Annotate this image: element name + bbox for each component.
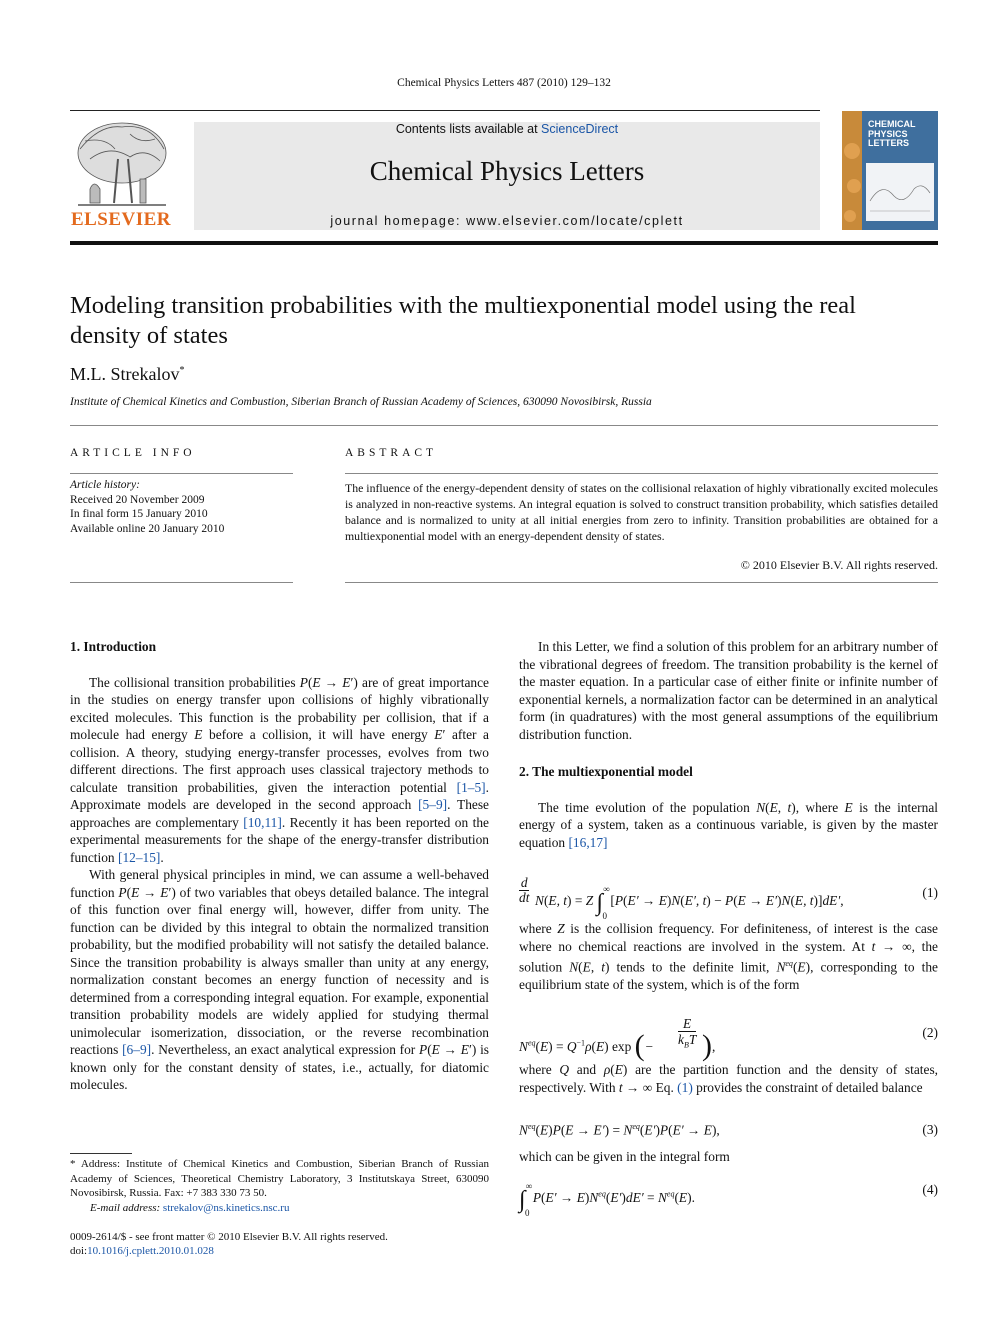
left-column (70, 638, 489, 1094)
equation-1: d dt N(E, t) = Z $\int^\infty_0$ [P(E′ → E)N(E′, t) − P(E → E′)N(E, t)]dE′, (1) (519, 875, 938, 921)
author-name: M.L. Strekalov (70, 364, 180, 384)
journal-reference: Chemical Physics Letters 487 (2010) 129–132 (397, 77, 611, 89)
article-history (70, 478, 224, 536)
doi-line: doi:10.1016/j.cplett.2010.01.028 (70, 1245, 214, 1257)
equation-4: $\int^\infty_0$ $P(E' \to E)N^{eq}(E')dE' = N^{eq}(E)$. (4) (519, 1180, 938, 1218)
journal-banner (194, 122, 820, 230)
citation-link[interactable]: [1–5] (456, 779, 486, 795)
title-rule (70, 425, 938, 426)
contents-prefix: Contents lists available at (395, 122, 542, 136)
info-rule-bottom (70, 582, 293, 583)
footnote-email-line: E-mail address: strekalov@ns.kinetics.nsc.ru (90, 1201, 290, 1214)
intro-paragraph-1: The collisional transition probabilities P(E → E′) are of great importance in the studies on energy transfer upon collisions of highly vibrationally excited molecules. This function is the probability per collision, that if a molecule had energy E before a collision, it will have energy E′ after a collision. A theory, studying energy-transfer processes, evolves from two different directions. The first approach uses classical trajectory methods to calculate transition probabilities, given the interaction potential [1–5]. Approximate models are developed in the second approach [5–9]. These approaches are complementary [10,11]. Recently it has been reported on the experimental measurements for the shape of the energy-transfer distribution function [12–15]. (70, 674, 490, 865)
footnote-address: * Address: Institute of Chemical Kinetics and Combustion, Siberian Branch of Russian Academy of Sciences, Theoretical Chemistry Laboratory, 3 Institutskaya Street, 630090 Novosibirsk, Russia. Fax: +7 383 330 73 50. (70, 1158, 489, 1199)
abstract-heading: ABSTRACT (345, 447, 438, 459)
paragraph-partition-function: where Q and ρ(E) are the partition function and the density of states, respectively. With t → ∞ Eq. (1) provides the constraint of detailed balance (519, 1062, 938, 1095)
history-label: Article history: (70, 479, 140, 491)
elsevier-logo[interactable] (70, 119, 172, 231)
paragraph-time-evolution: The time evolution of the population N(E, t), where E is the internal energy of a system, taken as a continuous variable, is given by the master equation [16,17] (519, 799, 938, 850)
abstract-copyright: © 2010 Elsevier B.V. All rights reserved. (740, 558, 938, 572)
citation-link[interactable]: [16,17] (568, 834, 608, 850)
header-thick-rule (70, 241, 938, 245)
article-title: Modeling transition probabilities with the multiexponential model using the real density of states (70, 292, 856, 349)
equation-number: (3) (922, 1122, 938, 1137)
intro-paragraph-2: With general physical principles in mind, we can assume a well-behaved function P(E → E′) of two variables that obeys detailed balance. The integral of this function over final energy will, however, differ from unity. The function can be divided by this integral to obtain the normalized transition probability, but the modified probability will not satisfy the detailed balance. Since the transition probability is always smaller than unity at any energy, normalization constant becomes an energy function of necessity and is determined from a corresponding integral equation. For example, exponential transition probability models are widely applied for studying thermal unimolecular isomerization, dissociation, or the reverse recombination reactions [6–9]. Nevertheless, an exact analytical expression for P(E → E′) is known only for the constant density of states, i.e., actually, for diatomic molecules. (70, 867, 490, 1092)
header-rule (70, 110, 820, 111)
citation-link[interactable]: [5–9] (418, 797, 448, 812)
equation-number: (2) (922, 1025, 938, 1040)
equation-number: (1) (922, 885, 938, 900)
citation-link[interactable]: [6–9] (122, 1042, 152, 1057)
paragraph-this-letter: In this Letter, we find a solution of this problem for an arbitrary number of the vibrational degrees of freedom. The transition probability is the kernel of the master equation. In a particular case of either finite or infinite number of exponential kernels, a normalization factor can be determined in an analytical form (in quadratures) with the most general assumptions of the equilibrium distribution function. (519, 639, 938, 742)
author-footnote (70, 1157, 489, 1215)
sciencedirect-link[interactable]: ScienceDirect (541, 122, 619, 136)
section-heading-introduction: 1. Introduction (70, 639, 157, 654)
final-form-date: In final form 15 January 2010 (70, 508, 208, 520)
citation-link[interactable]: [10,11] (243, 814, 282, 830)
elsevier-wordmark: ELSEVIER (70, 209, 172, 230)
affiliation: Institute of Chemical Kinetics and Combustion, Siberian Branch of Russian Academy of Sciences, 630090 Novosibirsk, Russia (70, 396, 652, 408)
abstract-text: The influence of the energy-dependent density of states on the collisional relaxation of highly vibrationally excited molecules is analyzed in non-reactive systems. An integral equation is solved to construct transition probability, which satisfies detailed balance and is normalized to unity at all initial energies from zero to infinity. Transition probabilities are obtained for a multiexponential model with an energy-dependent density of states. (345, 481, 938, 543)
equation-2: $N^{eq}(E) = Q^{-1}\rho(E)$ exp (− E $k_BT$ ), (2) (519, 1016, 938, 1062)
footnote-rule (70, 1153, 132, 1154)
received-date: Received 20 November 2009 (70, 493, 205, 506)
cover-title: CHEMICAL PHYSICS LETTERS (868, 119, 916, 148)
journal-title: Chemical Physics Letters (369, 156, 645, 186)
author-footnote-mark[interactable]: * (179, 365, 185, 376)
right-column (519, 638, 938, 851)
paragraph-collision-frequency: where Z is the collision frequency. For definiteness, of interest is the case where no chemical reactions are involved in the system. At t → ∞, the solution N(E, t) tends to the definite limit, $N^{eq}(E)$, corresponding to the equilibrium state of the system, which is of the form (519, 921, 938, 992)
article-info-heading: ARTICLE INFO (70, 447, 196, 459)
journal-cover[interactable] (842, 111, 938, 230)
front-matter (70, 1230, 510, 1258)
section-heading-multiexponential: 2. The multiexponential model (519, 764, 693, 779)
equation-3: $N^{eq}(E)P(E \to E') = N^{eq}(E')P(E' \to E)$, (3) (519, 1122, 938, 1138)
doi-link[interactable]: 10.1016/j.cplett.2010.01.028 (87, 1245, 214, 1257)
equation-reference-link[interactable]: (1) (677, 1079, 693, 1095)
email-link[interactable]: strekalov@ns.kinetics.nsc.ru (162, 1201, 290, 1214)
author-line (70, 364, 185, 385)
tree-icon (70, 119, 172, 209)
abstract-rule-top (345, 473, 938, 474)
issn-line: 0009-2614/$ - see front matter © 2010 Elsevier B.V. All rights reserved. (70, 1231, 388, 1243)
equation-number: (4) (922, 1182, 938, 1197)
info-rule-top (70, 473, 293, 474)
citation-link[interactable]: [12–15] (117, 849, 161, 865)
online-date: Available online 20 January 2010 (70, 522, 225, 535)
abstract-rule-bottom (345, 582, 938, 583)
journal-homepage[interactable]: journal homepage: www.elsevier.com/locate/cplett (330, 214, 684, 228)
contents-line (194, 122, 820, 136)
paragraph-integral-form: which can be given in the integral form (519, 1149, 730, 1164)
